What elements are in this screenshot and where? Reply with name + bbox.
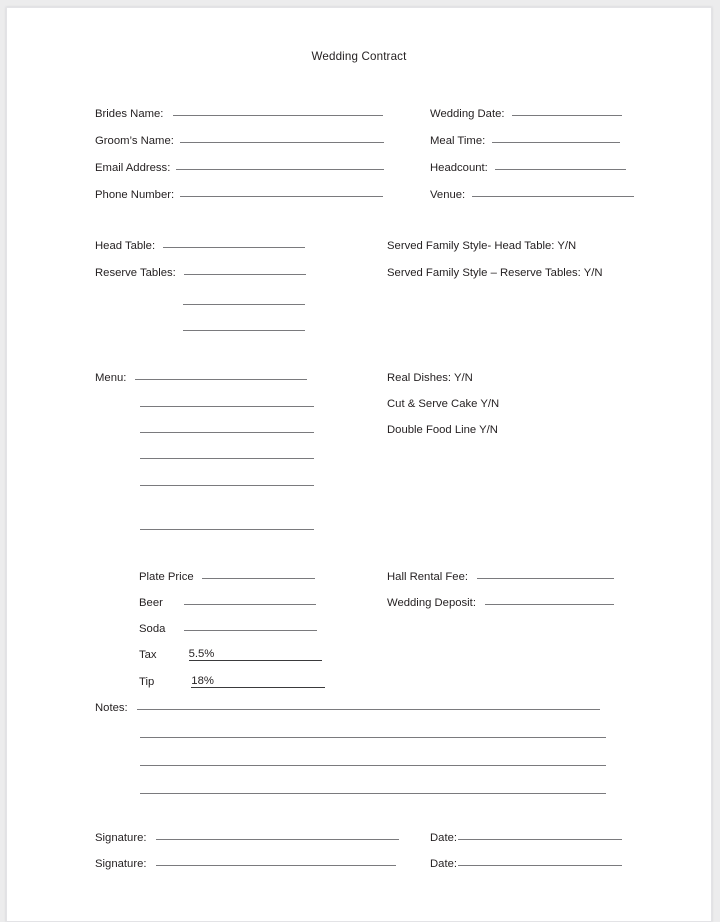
field-reserve-tables[interactable] bbox=[95, 267, 306, 279]
field-value[interactable]: 18% bbox=[191, 675, 325, 688]
reserve-tables-extra-line[interactable] bbox=[183, 330, 305, 331]
field-wedding-deposit[interactable] bbox=[387, 597, 614, 609]
field-signature-1[interactable] bbox=[95, 832, 399, 844]
field-tip[interactable] bbox=[139, 676, 325, 689]
notes-input-line[interactable] bbox=[140, 737, 606, 738]
menu-input-line[interactable] bbox=[135, 379, 307, 380]
field-grooms-name[interactable] bbox=[95, 135, 384, 147]
field-value[interactable]: 5.5% bbox=[189, 648, 322, 661]
option-label: Double Food Line Y/N bbox=[387, 424, 498, 436]
field-input-line[interactable] bbox=[495, 169, 626, 170]
notes-input-line[interactable] bbox=[140, 765, 606, 766]
field-input-line[interactable] bbox=[180, 142, 384, 143]
field-input-line[interactable] bbox=[492, 142, 620, 143]
field-menu[interactable] bbox=[95, 372, 307, 384]
field-label: Date: bbox=[430, 858, 458, 870]
menu-input-line[interactable] bbox=[140, 406, 314, 407]
signature-input-line[interactable] bbox=[156, 865, 396, 866]
field-hall-rental-fee[interactable] bbox=[387, 571, 614, 583]
field-label: Groom’s Name: bbox=[95, 135, 174, 147]
field-input-line[interactable] bbox=[163, 247, 305, 248]
field-label: Headcount: bbox=[430, 162, 488, 174]
field-label: Signature: bbox=[95, 832, 147, 844]
field-label: Tip bbox=[139, 676, 155, 688]
document-page bbox=[6, 7, 712, 922]
option-family-style-reserve-tables[interactable] bbox=[387, 267, 603, 279]
notes-input-line[interactable] bbox=[140, 793, 606, 794]
option-label: Served Family Style- Head Table: Y/N bbox=[387, 240, 577, 252]
field-label: Soda bbox=[139, 623, 166, 635]
notes-input-line[interactable] bbox=[137, 709, 600, 710]
field-date-1[interactable] bbox=[430, 832, 622, 844]
field-label: Date: bbox=[430, 832, 458, 844]
option-double-food-line[interactable] bbox=[387, 424, 498, 436]
field-brides-name[interactable] bbox=[95, 108, 383, 120]
field-label: Reserve Tables: bbox=[95, 267, 176, 279]
field-head-table[interactable] bbox=[95, 240, 305, 252]
field-input-line[interactable] bbox=[176, 169, 384, 170]
field-email-address[interactable] bbox=[95, 162, 384, 174]
page-title: Wedding Contract bbox=[311, 50, 407, 63]
field-headcount[interactable] bbox=[430, 162, 626, 174]
field-phone-number[interactable] bbox=[95, 189, 383, 201]
field-input-line[interactable] bbox=[477, 578, 614, 579]
signature-input-line[interactable] bbox=[156, 839, 399, 840]
option-label: Real Dishes: Y/N bbox=[387, 372, 473, 384]
field-signature-2[interactable] bbox=[95, 858, 396, 870]
field-label: Phone Number: bbox=[95, 189, 175, 201]
field-input-line[interactable] bbox=[202, 578, 315, 579]
field-plate-price[interactable] bbox=[139, 571, 315, 583]
field-label: Brides Name: bbox=[95, 108, 164, 120]
field-wedding-date[interactable] bbox=[430, 108, 622, 120]
option-real-dishes[interactable] bbox=[387, 372, 473, 384]
option-label: Cut & Serve Cake Y/N bbox=[387, 398, 500, 410]
field-input-line[interactable] bbox=[472, 196, 634, 197]
field-tax[interactable] bbox=[139, 649, 322, 662]
reserve-tables-extra-line[interactable] bbox=[183, 304, 305, 305]
menu-input-line[interactable] bbox=[140, 529, 314, 530]
field-notes[interactable] bbox=[95, 702, 600, 714]
field-input-line[interactable] bbox=[184, 604, 316, 605]
field-input-line[interactable] bbox=[184, 630, 317, 631]
field-label: Plate Price bbox=[139, 571, 194, 583]
option-cut-serve-cake[interactable] bbox=[387, 398, 499, 410]
field-label: Hall Rental Fee: bbox=[387, 571, 468, 583]
field-label: Head Table: bbox=[95, 240, 156, 252]
field-date-2[interactable] bbox=[430, 858, 622, 870]
field-soda[interactable] bbox=[139, 623, 317, 635]
wedding-contract-form bbox=[7, 8, 711, 921]
field-input-line[interactable] bbox=[180, 196, 383, 197]
field-beer[interactable] bbox=[139, 597, 316, 609]
menu-input-line[interactable] bbox=[140, 432, 314, 433]
field-meal-time[interactable] bbox=[430, 135, 620, 147]
field-input-line[interactable] bbox=[173, 115, 383, 116]
date-input-line[interactable] bbox=[458, 839, 622, 840]
date-input-line[interactable] bbox=[458, 865, 622, 866]
field-label: Tax bbox=[139, 649, 157, 661]
field-label: Menu: bbox=[95, 372, 127, 384]
field-label: Venue: bbox=[430, 189, 466, 201]
field-venue[interactable] bbox=[430, 189, 634, 201]
field-label: Beer bbox=[139, 597, 163, 609]
field-label: Signature: bbox=[95, 858, 147, 870]
field-label: Email Address: bbox=[95, 162, 171, 174]
field-label: Notes: bbox=[95, 702, 128, 714]
field-input-line[interactable] bbox=[512, 115, 622, 116]
option-label: Served Family Style – Reserve Tables: Y/N bbox=[387, 267, 603, 279]
field-input-line[interactable] bbox=[485, 604, 614, 605]
field-input-line[interactable] bbox=[184, 274, 306, 275]
field-label: Wedding Deposit: bbox=[387, 597, 476, 609]
field-label: Meal Time: bbox=[430, 135, 486, 147]
field-label: Wedding Date: bbox=[430, 108, 505, 120]
option-family-style-head-table[interactable] bbox=[387, 240, 576, 252]
menu-input-line[interactable] bbox=[140, 458, 314, 459]
menu-input-line[interactable] bbox=[140, 485, 314, 486]
